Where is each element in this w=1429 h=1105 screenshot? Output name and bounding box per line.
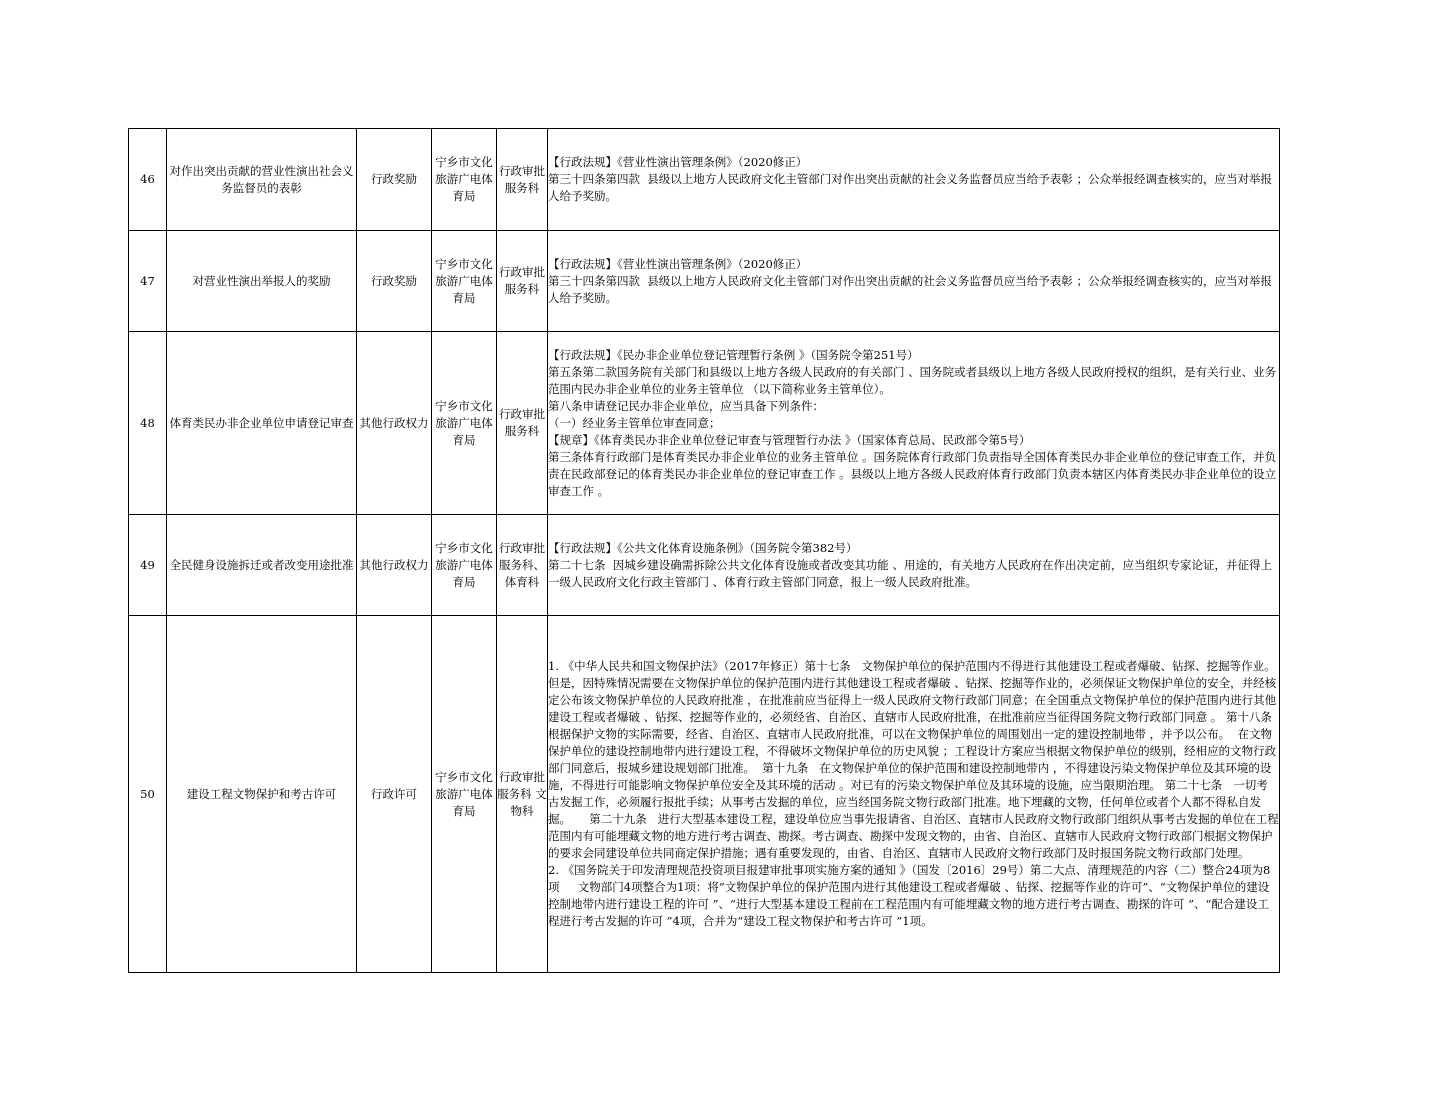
table-row <box>129 231 1280 332</box>
legal-basis <box>548 616 1283 973</box>
basis-line: 第五条第二款国务院有关部门和县级以上地方各级人民政府的有关部门 、国务院或者县级以上地方各级人民政府授权的组织，是有关行业、业务范围内民办非企业单位的业务主管单位 （以下简称业务主管单位）。 <box>548 364 1277 396</box>
row-number: 46 <box>129 129 167 231</box>
item-name: 建设工程文物保护和考古许可 <box>167 616 357 973</box>
item-name: 体育类民办非企业单位申请登记审查 <box>167 332 357 515</box>
item-type: 行政许可 <box>357 616 432 973</box>
table-row <box>129 616 1280 973</box>
item-name: 全民健身设施拆迁或者改变用途批准 <box>167 515 357 616</box>
basis-line: 第三十四条第四款 县级以上地方人民政府文化主管部门对作出突出贡献的社会义务监督员应当给予表彰 ；公众举报经调查核实的，应当对举报人给予奖励。 <box>548 273 1272 305</box>
legal-basis <box>548 231 1280 332</box>
item-type: 行政奖励 <box>357 231 432 332</box>
basis-line: 1. 《中华人民共和国文物保护法》（2017年修正）第十七条 文物保护单位的保护范围内不得进行其他建设工程或者爆破、钻探、挖掘等作业。但是，因特殊情况需要在文物保护单位的保护范围内进行其他建设工程或者爆破 、钻探、挖掘等作业的，必须保证文物保护单位的安全，并经核定公布该文物保护单位的人民政府批准 ，在批准前应当征得上一级人民政府文物行政部门同意；在全国重点文物保护单位的保护范围内进行其他建设工程或者爆破 、钻探、挖掘等作业的，必须经省、自治区、直辖市人民政府批准，在批准前应当征得国务院文物行政部门同意 。 第十八条 根据保护文物的实际需要，经省、自治区、直辖市人民政府批准，可以在文物保护单位的周围划出一定的建设控制地带 ，并予以公布。 在文物保护单位的建设控制地带内进行建设工程，不得破坏文物保护单位的历史风貌 ；工程设计方案应当根据文物保护单位的级别，经相应的文物行政部门同意后，报城乡建设规划部门批准。 第十九条 在文物保护单位的保护范围和建设控制地带内 ，不得建设污染文物保护单位及其环境的设施，不得进行可能影响文物保护单位安全及其环境的活动 。对已有的污染文物保护单位及其环境的设施，应当限期治理。 第二十七条 一切考古发掘工作，必须履行报批手续；从事考古发掘的单位，应当经国务院文物行政部门批准。地下埋藏的文物，任何单位或者个人都不得私自发掘。 第二十九条 进行大型基本建设工程，建设单位应当事先报请省、自治区、直辖市人民政府文物行政部门组织从事考古发掘的单位在工程范围内有可能埋藏文物的地方进行考古调查、勘探。考古调查、勘探中发现文物的，由省、自治区、直辖市人民政府文物行政部门根据文物保护的要求会同建设单位共同商定保护措施；遇有重要发现的，由省、自治区、直辖市人民政府文物行政部门及时报国务院文物行政部门处理。 <box>548 659 1283 860</box>
table-row <box>129 129 1280 231</box>
basis-line: 【行政法规】《营业性演出管理条例》（2020修正） <box>548 256 808 271</box>
department: 宁乡市文化旅游广电体育局 <box>432 231 497 332</box>
item-name: 对作出突出贡献的营业性演出社会义务监督员的表彰 <box>167 129 357 231</box>
legal-basis <box>548 129 1280 231</box>
legal-basis <box>548 332 1280 515</box>
basis-line: （一）经业务主管单位审查同意； <box>548 415 721 430</box>
row-number: 50 <box>129 616 167 973</box>
basis-line: 【行政法规】《营业性演出管理条例》（2020修正） <box>548 155 808 169</box>
handling-unit: 行政审批服务科 文物科 <box>497 616 548 973</box>
department: 宁乡市文化旅游广电体育局 <box>432 129 497 231</box>
department: 宁乡市文化旅游广电体育局 <box>432 515 497 616</box>
row-number: 49 <box>129 515 167 616</box>
row-number: 48 <box>129 332 167 515</box>
item-name: 对营业性演出举报人的奖励 <box>167 231 357 332</box>
table-row <box>129 332 1280 515</box>
basis-line: 【规章】《体育类民办非企业单位登记审查与管理暂行办法 》（国家体育总局、民政部令第5号） <box>548 432 1031 447</box>
item-type: 其他行政权力 <box>357 332 432 515</box>
department: 宁乡市文化旅游广电体育局 <box>432 616 497 973</box>
table-row <box>129 515 1280 616</box>
legal-basis <box>548 515 1280 616</box>
item-type: 行政奖励 <box>357 129 432 231</box>
basis-line: 【行政法规】《公共文化体育设施条例》（国务院令第382号） <box>548 540 858 555</box>
row-number: 47 <box>129 231 167 332</box>
basis-line: 第八条申请登记民办非企业单位，应当具备下列条件： <box>548 398 824 413</box>
basis-line: 第二十七条 因城乡建设确需拆除公共文化体育设施或者改变其功能 、用途的，有关地方人民政府在作出决定前，应当组织专家论证，并征得上一级人民政府文化行政主管部门 、体育行政主管部门同意，报上一级人民政府批准。 <box>548 557 1272 589</box>
handling-unit: 行政审批服务科 <box>497 231 548 332</box>
handling-unit: 行政审批服务科 <box>497 129 548 231</box>
item-type: 其他行政权力 <box>357 515 432 616</box>
basis-line: 第三十四条第四款 县级以上地方人民政府文化主管部门对作出突出贡献的社会义务监督员应当给予表彰 ；公众举报经调查核实的，应当对举报人给予奖励。 <box>548 172 1272 203</box>
authority-table <box>128 128 1283 973</box>
handling-unit: 行政审批服务科、体育科 <box>497 515 548 616</box>
department: 宁乡市文化旅游广电体育局 <box>432 332 497 515</box>
basis-line: 2. 《国务院关于印发清理规范投资项目报建审批事项实施方案的通知 》（国发〔2016〕29号）第二大点、清理规范的内容（二）整合24项为8项 文物部门4项整合为1项：将“文物保护单位的保护范围内进行其他建设工程或者爆破 、钻探、挖掘等作业的许可”、“文物保护单位的建设控制地带内进行建设工程的许可 ”、“进行大型基本建设工程前在工程范围内有可能埋藏文物的地方进行考古调查、勘探的许可 ”、“配合建设工程进行考古发掘的许可 ”4项，合并为“建设工程文物保护和考古许可 ”1项。 <box>548 863 1271 928</box>
basis-line: 第三条体育行政部门是体育类民办非企业单位的业务主管单位 。国务院体育行政部门负责指导全国体育类民办非企业单位的登记审查工作，并负责在民政部登记的体育类民办非企业单位的登记审查工作 。县级以上地方各级人民政府体育行政部门负责本辖区内体育类民办非企业单位的设立审查工作 。 <box>548 449 1277 498</box>
handling-unit: 行政审批服务科 <box>497 332 548 515</box>
basis-line: 【行政法规】《民办非企业单位登记管理暂行条例 》（国务院令第251号） <box>548 347 919 362</box>
